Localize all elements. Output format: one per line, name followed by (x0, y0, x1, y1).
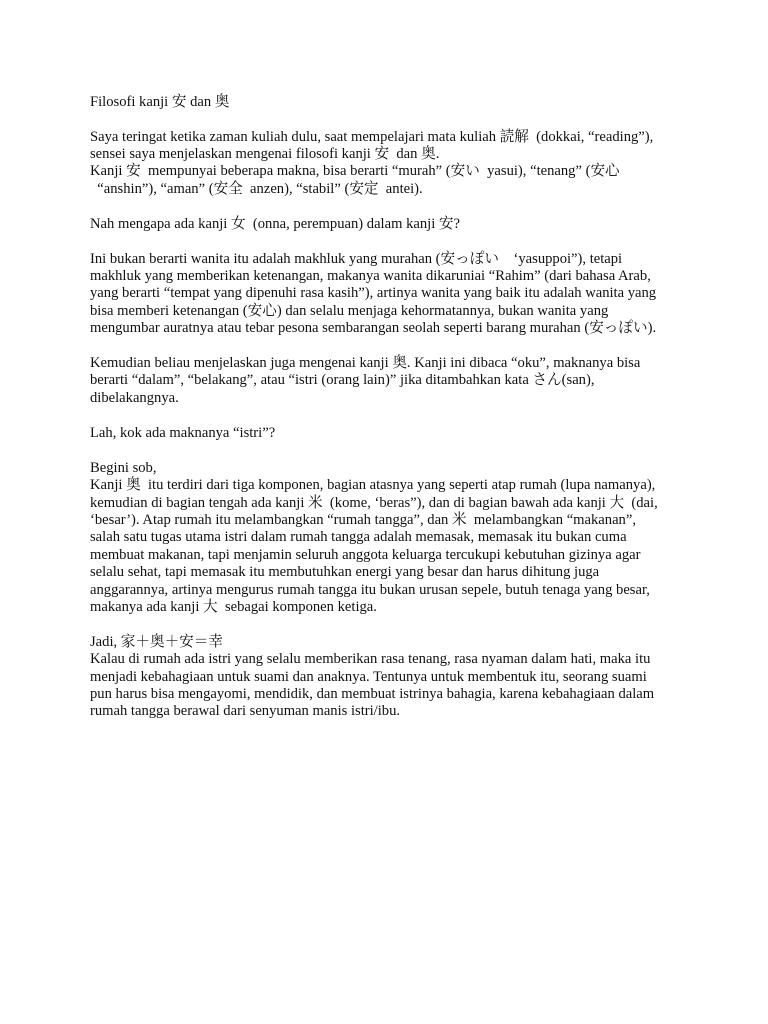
text-line: kemudian di bagian tengah ada kanji 米 (kome, ‘beras”), dan di bagian bawah ada kanji 大 (dai, (90, 494, 658, 511)
text-line: Kanji 奥 itu terdiri dari tiga komponen, bagian atasnya yang seperti atap rumah (lupa namanya), (90, 477, 656, 494)
document-title: Filosofi kanji 安 dan 奥 (90, 94, 230, 110)
text-line: menjadi kebahagiaan untuk suami dan anaknya. Tentunya untuk membentuk itu, seorang suami (90, 668, 647, 685)
text-line: ‘besar’). Atap rumah itu melambangkan “rumah tangga”, dan 米 melambangkan “makanan”, (90, 511, 636, 528)
text-line: bisa memberi ketenangan (安心) dan selalu menjaga kehormatannya, bukan wanita yang (90, 302, 609, 319)
text-line: dibelakangnya. (90, 389, 179, 406)
text-line: Kanji 安 mempunyai beberapa makna, bisa berarti “murah” (安い yasui), “tenang” (安心 (90, 163, 620, 180)
document-body (90, 129, 688, 721)
text-line: salah satu tugas utama istri dalam rumah tangga adalah memasak, memasak itu bukan cuma (90, 529, 627, 546)
text-line: Jadi, 家＋奥＋安＝幸 (90, 633, 223, 650)
text-line: makhluk yang memberikan ketenangan, makanya wanita dikaruniai “Rahim” (dari bahasa Arab, (90, 267, 651, 284)
paragraph-components (90, 460, 688, 617)
paragraph-intro (90, 129, 688, 199)
text-line: anggarannya, artinya mengurus rumah tangga itu bukan urusan sepele, butuh tenaga yang besar, (90, 581, 650, 598)
text-line: Saya teringat ketika zaman kuliah dulu, saat mempelajari mata kuliah 読解 (dokkai, “reading”), (90, 128, 654, 145)
text-line: Nah mengapa ada kanji 女 (onna, perempuan) dalam kanji 安? (90, 215, 460, 232)
text-line: Lah, kok ada maknanya “istri”? (90, 424, 276, 441)
text-line: Begini sob, (90, 459, 157, 476)
paragraph-kanji-oku (90, 355, 688, 407)
paragraph-explanation-an (90, 251, 688, 338)
text-line: Kemudian beliau menjelaskan juga mengenai kanji 奥. Kanji ini dibaca “oku”, maknanya bisa (90, 355, 641, 372)
text-line: makanya ada kanji 大 sebagai komponen ketiga. (90, 598, 377, 615)
text-line: yang berarti “tempat yang dipenuhi rasa kasih”), artinya wanita yang baik itu adalah wanita yang (90, 285, 657, 302)
text-line: pun harus bisa mengayomi, mendidik, dan membuat istrinya bahagia, karena kebahagiaan dalam (90, 686, 655, 703)
paragraph-question-onna (90, 216, 688, 233)
paragraph-conclusion (90, 634, 688, 721)
paragraph-question-istri (90, 425, 688, 442)
text-line: selalu sehat, tapi memasak itu membutuhkan energi yang besar dan harus dihitung juga (90, 564, 600, 581)
text-line: Ini bukan berarti wanita itu adalah makhluk yang murahan (安っぽい ‘yasuppoi”), tetapi (90, 250, 623, 267)
text-line: berarti “dalam”, “belakang”, atau “istri (orang lain)” jika ditambahkan kata さん(san), (90, 372, 595, 389)
text-line: sensei saya menjelaskan mengenai filosofi kanji 安 dan 奥. (90, 145, 440, 162)
text-line: “anshin”), “aman” (安全 anzen), “stabil” (安定 antei). (90, 180, 423, 197)
text-line: mengumbar auratnya atau tebar pesona sembarangan seolah seperti barang murahan (安っぽい). (90, 320, 657, 337)
text-line: Kalau di rumah ada istri yang selalu memberikan rasa tenang, rasa nyaman dalam hati, maka itu (90, 651, 651, 668)
text-line: rumah tangga berawal dari senyuman manis istri/ibu. (90, 703, 401, 720)
text-line: membuat makanan, tapi menjamin seluruh anggota keluarga tercukupi kebutuhan gizinya agar (90, 546, 641, 563)
